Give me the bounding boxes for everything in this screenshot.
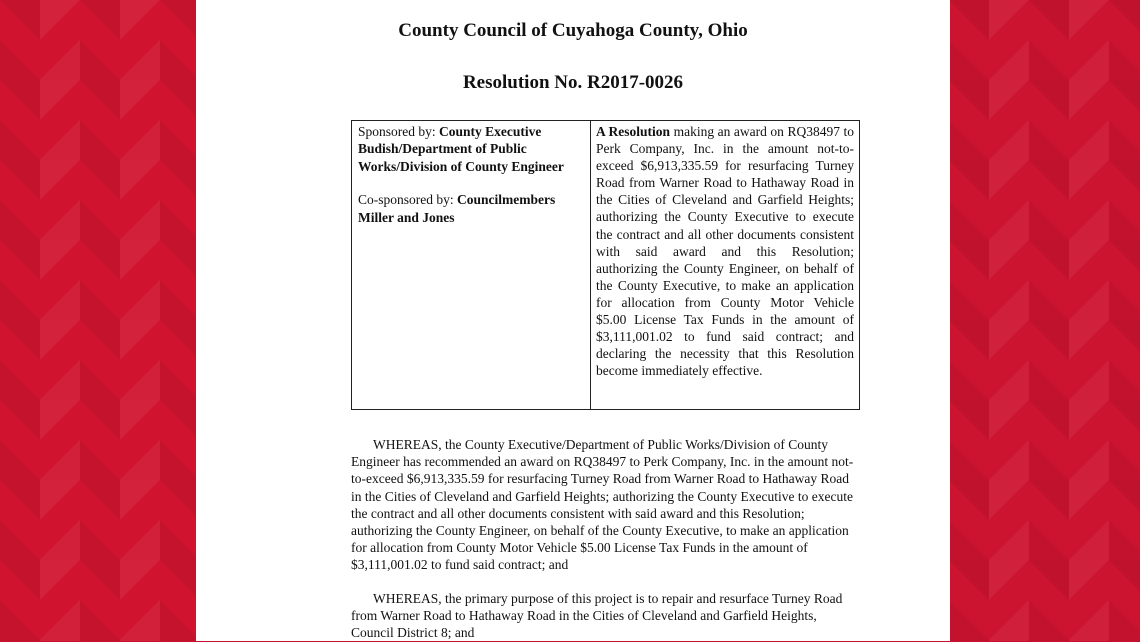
summary-text: making an award on RQ38497 to Perk Company, Inc. in the amount not-to-exceed $6,913,335.59 for resurfacing Turney Road from Warner Road to Hathaway Road in the Cities of Cleveland and Garfield Heights; authorizing the County Executive to execute the contract and all other documents consistent with said award and this Resolution; authorizing the County Engineer, on behalf of the County Executive, to make an application for allocation from County Motor Vehicle $5.00 License Tax Funds in the amount of $3,111,001.02 to fund said contract; and declaring the necessity that this Resolution become immediately effective. (596, 124, 855, 379)
summary-cell (591, 121, 859, 409)
sponsor-cell (352, 121, 591, 409)
background-right (949, 0, 1140, 641)
whereas-paragraph-2 (351, 590, 856, 642)
whereas-1-text: WHEREAS, the County Executive/Department of Public Works/Division of County Engineer has recommended an award on RQ38497 to Perk Company, Inc. in the amount not-to-exceed $6,913,335.59 for resurfacing Turney Road from Warner Road to Hathaway Road in the Cities of Cleveland and Garfield Heights; authorizing the County Executive to execute the contract and all other documents consistent with said award and this Resolution; authorizing the County Engineer, on behalf of the County Executive, to make an application for allocation from County Motor Vehicle $5.00 License Tax Funds in the amount of $3,111,001.02 to fund said contract; and (351, 437, 854, 573)
cosponsor-label: Co-sponsored by: (358, 192, 454, 208)
sponsor-block (358, 123, 584, 175)
whereas-2-text: WHEREAS, the primary purpose of this project is to repair and resurface Turney Road from Warner Road to Hathaway Road in the Cities of Cleveland and Garfield Heights, Council District 8; and (351, 591, 843, 641)
sponsor-table (351, 120, 860, 410)
sponsor-label: Sponsored by: (358, 124, 436, 139)
whereas-paragraph-1 (351, 436, 856, 574)
resolution-number: Resolution No. R2017-0026 (462, 72, 684, 93)
summary-lead: A Resolution (596, 124, 671, 139)
sponsor-value: County Executive Budish/Department of Public Works/Division of County Engineer (358, 124, 564, 174)
cosponsor-block (358, 191, 584, 226)
cosponsor-value: Councilmembers Miller and Jones (358, 192, 556, 225)
background-left (0, 0, 200, 641)
document-title: County Council of Cuyahoga County, Ohio (398, 20, 748, 41)
resolution-document (196, 0, 950, 641)
